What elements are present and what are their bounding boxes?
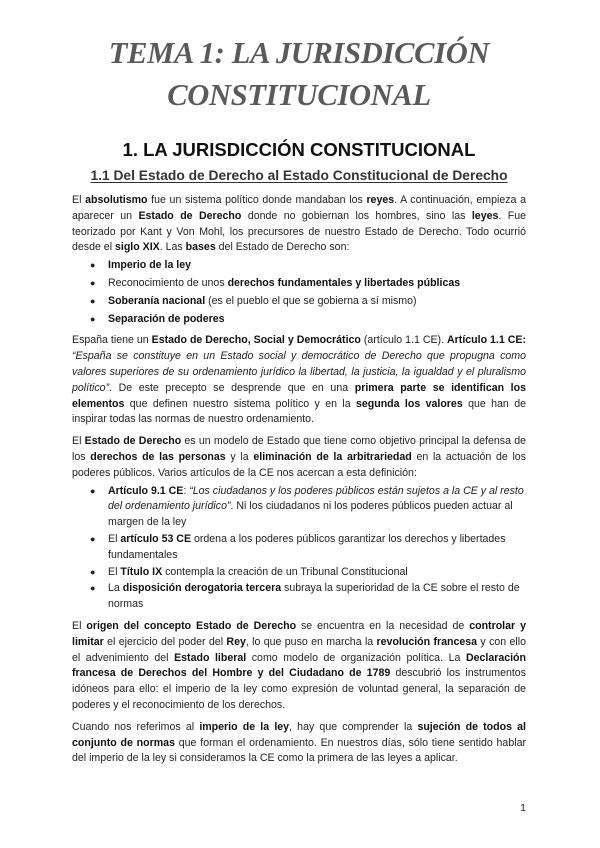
title-line-2: CONSTITUCIONAL [167,78,431,112]
list-item: ● Artículo 9.1 CE: “Los ciudadanos y los poderes públicos están sujetos a la CE y al resto del ordenamiento jurídico”. Ni los ciudadanos ni los poderes públicos pueden actuar al margen de la ley [90,484,524,529]
bullet-icon: ● [90,566,96,577]
paragraph-espana: España tiene un Estado de Derecho, Social y Democrático (artículo 1.1 CE). Artículo 1.1 CE: “España se constituye en un Estado social y democrático de Derecho que propugna como valores superiores de su ordenamiento jurídico la libertad, la justicia, la igualdad y el pluralismo político”. De este precepto se desprende que en una primera parte se identifican los elementos que definen nuestro sistema político y en la segunda los valores que han de inspirar todas las normas de nuestro ordenamiento. [72,334,526,426]
list-item: ● Reconocimiento de unos derechos fundamentales y libertades públicas [72,276,526,292]
list-item: ● El Título IX contempla la creación de un Tribunal Constitucional [72,565,526,581]
paragraph-origen: El origen del concepto Estado de Derecho se encuentra en la necesidad de controlar y limitar el ejercicio del poder del Rey, lo que puso en marcha la revolución francesa y con ello el advenimiento del Estado liberal como modelo de organización política. La Declaración francesa de Derechos del Hombre y del Ciudadano de 1789 descubrió los instrumentos idóneos para ello: el imperio de la ley como expresión de voluntad general, la separación de poderes y el reconocimiento de los derechos. [72,619,527,711]
bullet-icon: ● [90,277,96,288]
bullet-icon: ● [90,260,96,271]
subsection-heading: 1.1 Del Estado de Derecho al Estado Constitucional de Derecho [90,168,508,183]
list-item: ● Separación de poderes [72,312,526,328]
paragraph-estado-derecho: El Estado de Derecho es un modelo de Estado que tiene como objetivo principal la defensa de los derechos de las personas y la eliminación de la arbitrariedad en la actuación de los poderes públicos. Varios artículos de la CE nos acercan a esta definición: [72,435,526,479]
bullet-icon: ● [90,485,96,496]
bullet-icon: ● [90,583,96,594]
bullet-icon: ● [90,313,96,324]
list-item: ● La disposición derogatoria tercera subraya la superioridad de la CE sobre el resto de normas [90,582,520,611]
page-number: 1 [520,802,526,814]
list-item: ● El artículo 53 CE ordena a los poderes públicos garantizar los derechos y libertades fundamentales [90,532,506,561]
bullet-icon: ● [90,533,96,544]
section-heading: 1. LA JURISDICCIÓN CONSTITUCIONAL [122,139,476,160]
bullet-icon: ● [90,295,96,306]
articulos-list [72,484,526,613]
document-page [72,0,526,767]
list-item: ● Imperio de la ley [72,258,526,274]
paragraph-imperio-ley: Cuando nos referimos al imperio de la ley, hay que comprender la sujeción de todos al conjunto de normas que forman el ordenamiento. En nuestros días, sólo tiene sentido hablar del imperio de la ley si consideramos la CE como la primera de las leyes a aplicar. [72,720,526,765]
bases-list [72,258,526,327]
list-item: ● Soberanía nacional (es el pueblo el que se gobierna a sí mismo) [72,294,526,310]
title-line-1: TEMA 1: LA JURISDICCIÓN [108,36,490,70]
paragraph-absolutismo: El absolutismo fue un sistema político donde mandaban los reyes. A continuación, empieza a aparecer un Estado de Derecho donde no gobiernan los hombres, sino las leyes. Fue teorizado por Kant y Von Mohl, los precursores de nuestro Estado de Derecho. Todo ocurrió desde el siglo XIX. Las bases del Estado de Derecho son: [72,194,526,254]
document-title [72,0,526,116]
